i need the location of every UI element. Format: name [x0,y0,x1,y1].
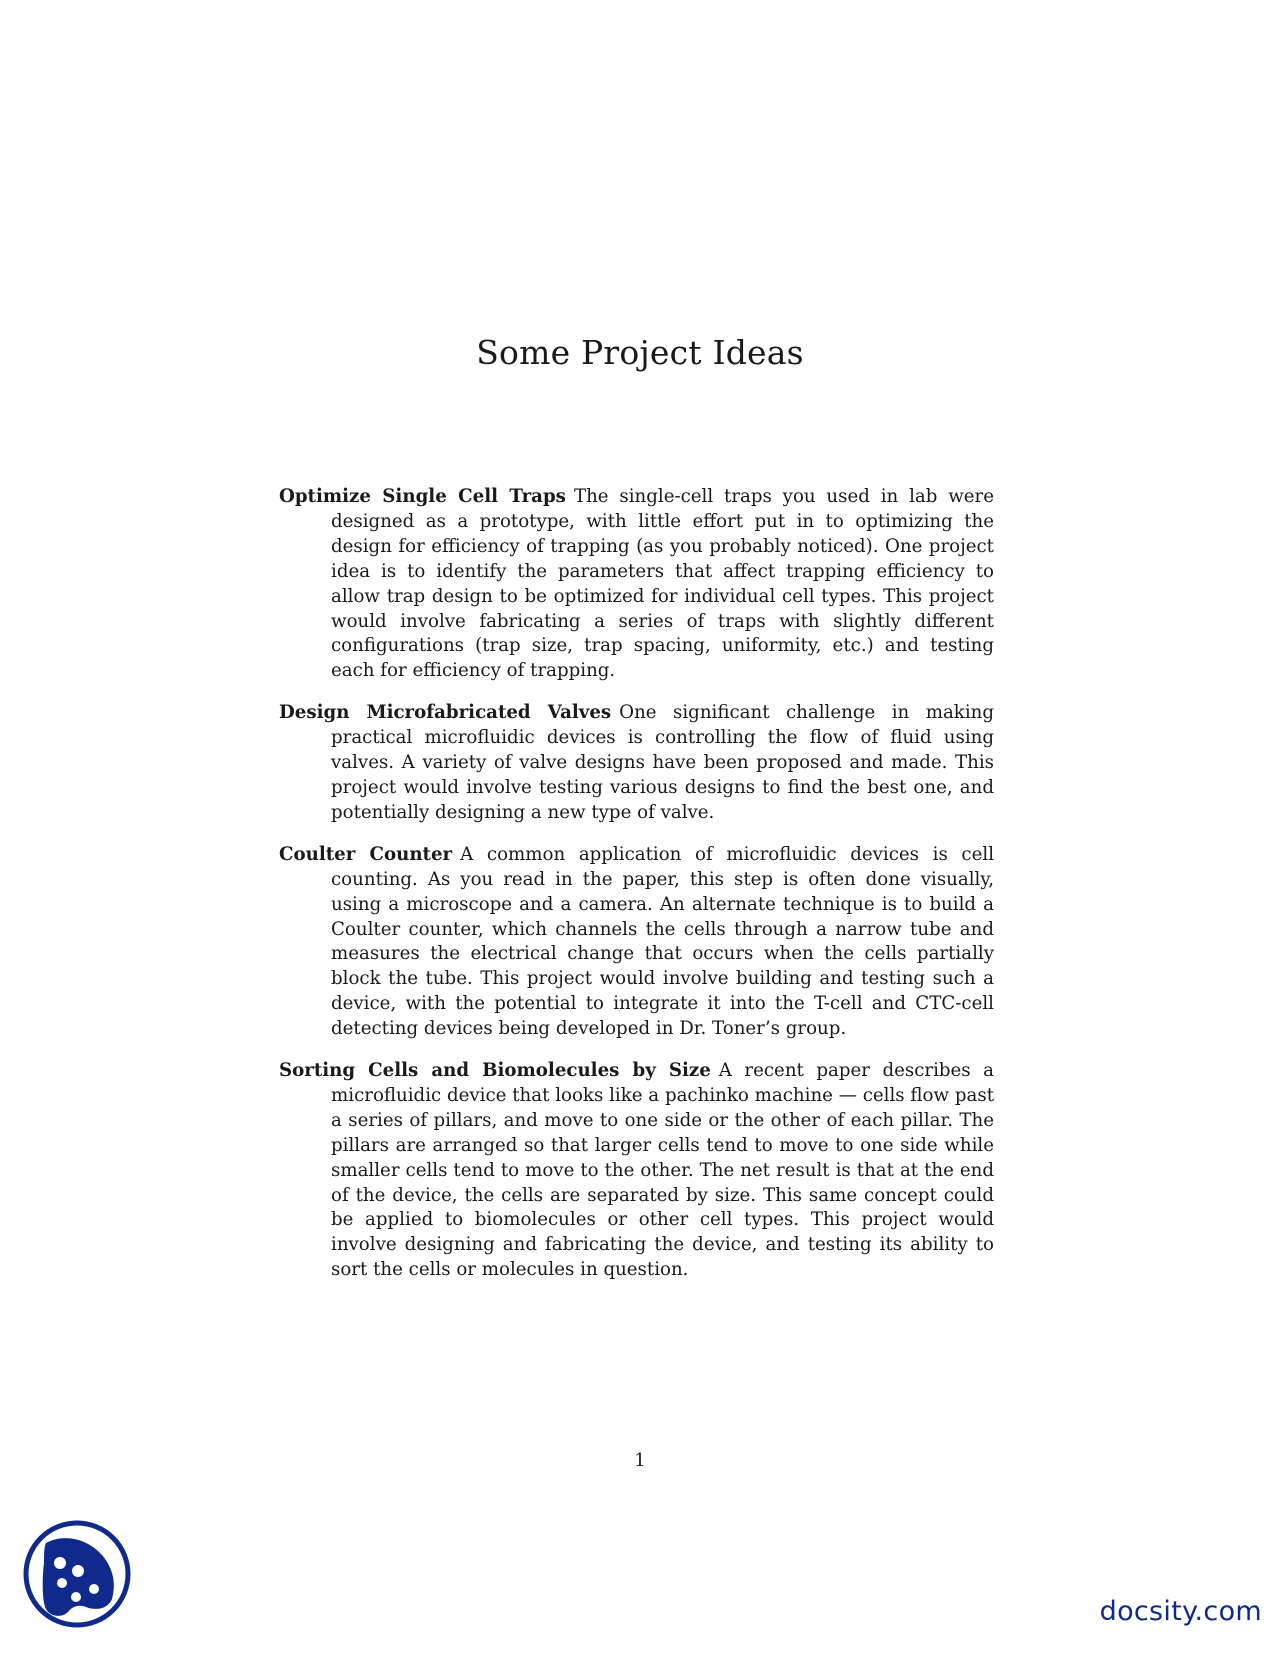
item-description: A recent paper describes a microfluidic device that looks like a pachinko machine — cells flow past a series of pillars, and move to one side or the other of each pillar. The pillars are arranged so that larger cells tend to move to one side while smaller cells tend to move to the other. The net result is that at the end of the device, the cells are separated by size. This same concept could be applied to biomolecules or other cell types. This project would involve designing and fabricating the device, and testing its ability to sort the cells or molecules in question. [331,1060,994,1281]
item-term: Sorting Cells and Biomolecules by Size [279,1060,711,1082]
list-item [279,485,994,684]
item-description: One significant challenge in making practical microfluidic devices is controlling the flow of fluid using valves. A variety of valve designs have been proposed and made. This project would involve testing various designs to find the best one, and potentially designing a new type of valve. [331,702,994,823]
page-number: 1 [634,1450,646,1471]
item-term: Coulter Counter [279,843,453,865]
item-term: Optimize Single Cell Traps [279,486,566,507]
project-ideas-list [279,485,994,1300]
item-description: A common application of microfluidic devices is cell counting. As you read in the paper, this step is often done visually, using a microscope and a camera. An alternate technique is to build a Coulter counter, which channels the cells through a narrow tube and measures the electrical change that occurs when the cells partially block the tube. This project would involve building and testing such a device, with the potential to integrate it into the T-cell and CTC-cell detecting devices being developed in Dr. Toner’s group. [331,843,995,1040]
list-item [279,1059,994,1283]
docsity-link[interactable]: docsity.com [1099,1596,1262,1627]
item-description: The single-cell traps you used in lab were designed as a prototype, with little effort put in to optimizing the design for efficiency of trapping (as you probably noticed). One project idea is to identify the parameters that affect trapping efficiency to allow trap design to be optimized for individual cell types. This project would involve fabricating a series of traps with slightly different configurations (trap size, trap spacing, uniformity, etc.) and testing each for efficiency of trapping. [331,486,994,682]
docsity-logo-icon[interactable] [22,1519,132,1629]
list-item [279,701,994,826]
page-title: Some Project Ideas [476,333,804,372]
list-item [279,843,994,1042]
item-term: Design Microfabricated Valves [279,702,612,724]
